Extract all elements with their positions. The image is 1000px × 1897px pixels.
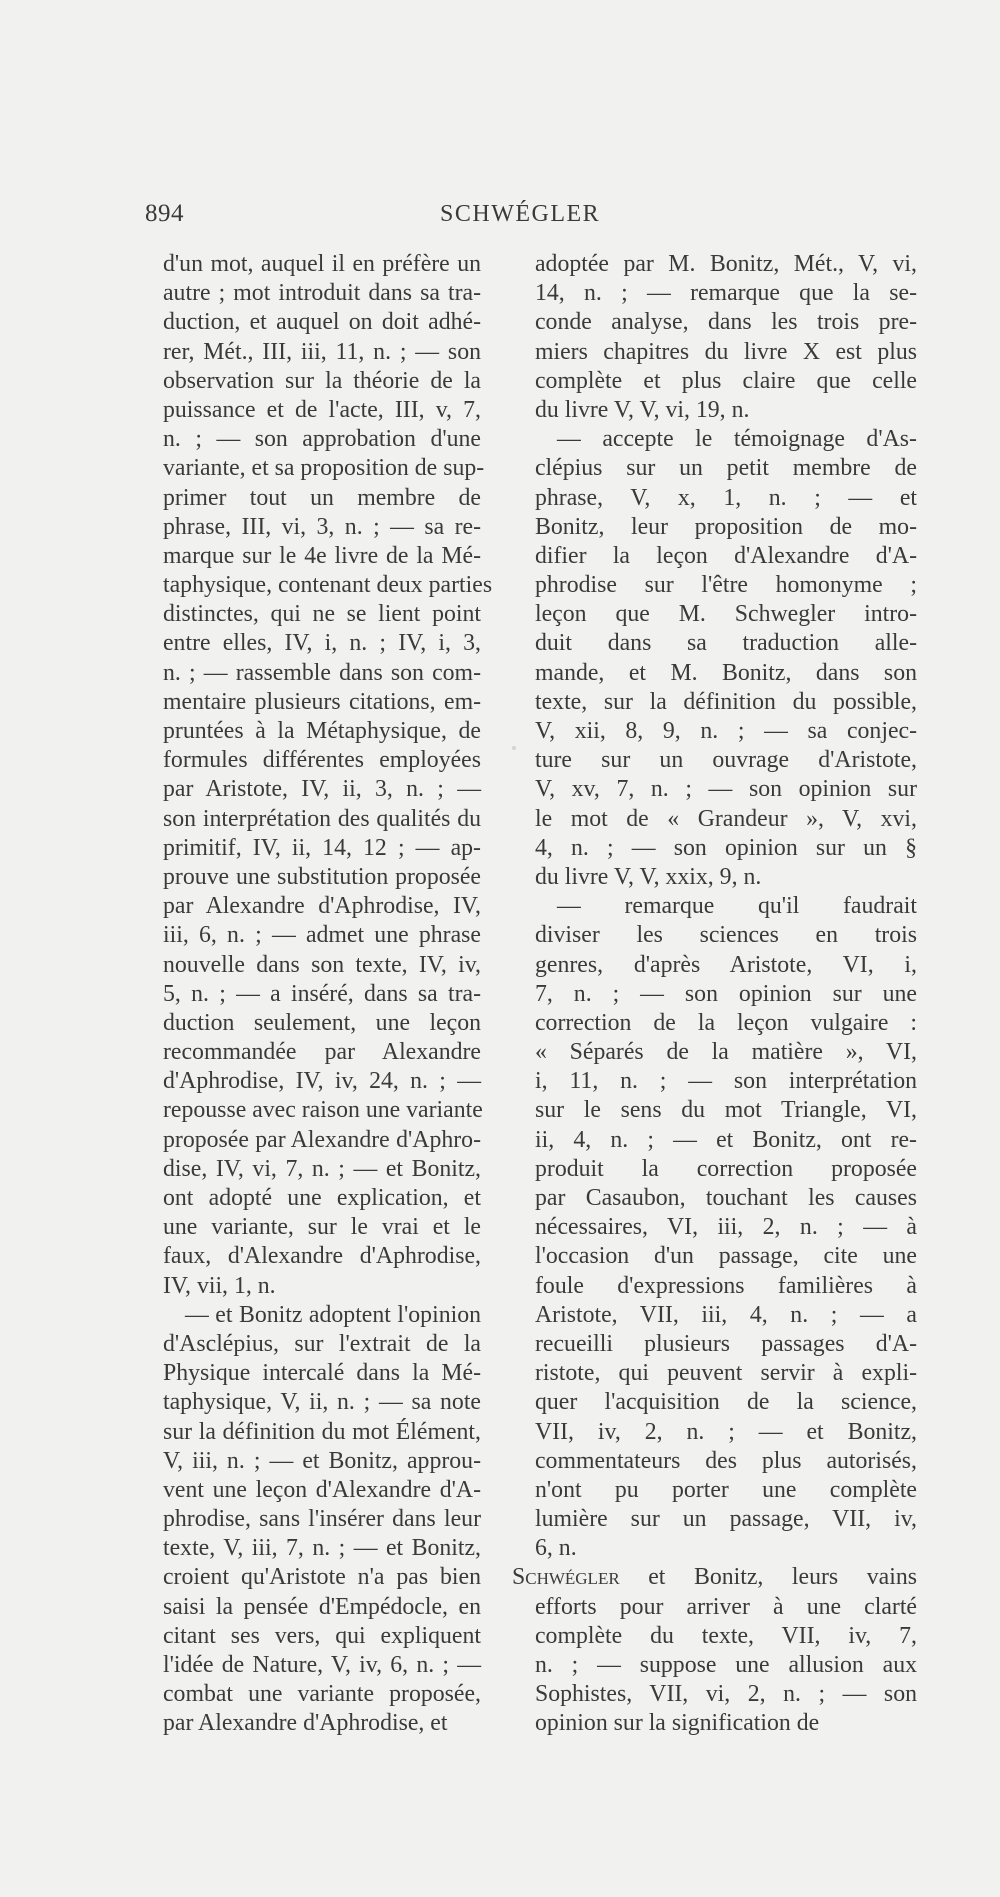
text-line: du livre V, V, vi, 19, n. <box>535 396 750 423</box>
text-line: son interprétation des qualités du <box>163 805 481 832</box>
text-line: foule d'expressions familières à <box>535 1272 917 1299</box>
text-line: — et Bonitz adoptent l'opinion <box>185 1301 481 1328</box>
text-line: taphysique, contenant deux parties <box>163 572 493 599</box>
text-line: recueilli plusieurs passages d'A- <box>535 1330 917 1357</box>
page-number: 894 <box>145 200 184 227</box>
text-line: — remarque qu'il faudrait <box>557 893 917 920</box>
text-line: V, iii, n. ; — et Bonitz, approu- <box>163 1447 481 1474</box>
text-line: du livre V, V, xxix, 9, n. <box>535 863 762 890</box>
text-line: primitif, IV, ii, 14, 12 ; — ap- <box>163 834 481 861</box>
text-line: quer l'acquisition de la science, <box>535 1389 917 1416</box>
text-line: n. ; — suppose une allusion aux <box>535 1652 917 1678</box>
text-line: 6, n. <box>535 1535 577 1562</box>
text-line: vent une leçon d'Alexandre d'A- <box>163 1476 481 1503</box>
text-line: 14, n. ; — remarque que la se- <box>535 280 917 307</box>
text-line: dise, IV, vi, 7, n. ; — et Bonitz, <box>163 1155 481 1182</box>
text-line: puissance et de l'acte, III, v, 7, <box>163 396 481 423</box>
text-line: n. ; — son approbation d'une <box>163 426 481 453</box>
text-line: phrase, III, vi, 3, n. ; — sa re- <box>163 513 481 540</box>
text-line: correction de la leçon vulgaire : <box>535 1009 917 1036</box>
text-line: n'ont pu porter une complète <box>535 1476 917 1503</box>
text-line: duit dans sa traduction alle- <box>535 630 917 657</box>
text-line: Aristote, VII, iii, 4, n. ; — a <box>535 1301 917 1328</box>
text-line: 4, n. ; — son opinion sur un § <box>535 834 917 861</box>
text-line: Physique intercalé dans la Mé- <box>163 1360 481 1387</box>
text-line: V, xv, 7, n. ; — son opinion sur <box>535 776 917 803</box>
text-line: miers chapitres du livre X est plus <box>535 338 917 365</box>
text-line: VII, iv, 2, n. ; — et Bonitz, <box>535 1418 917 1445</box>
text-line: ristote, qui peuvent servir à expli- <box>535 1360 917 1387</box>
text-line: mande, et M. Bonitz, dans son <box>535 659 917 686</box>
text-line: ont adopté une explication, et <box>163 1185 481 1211</box>
text-line: par Alexandre d'Aphrodise, IV, <box>163 893 481 920</box>
text-line: par Casaubon, touchant les causes <box>535 1185 917 1211</box>
text-line: formules différentes employées <box>163 747 481 774</box>
text-line: l'occasion d'un passage, cite une <box>535 1243 917 1270</box>
text-line: leçon que M. Schwegler intro- <box>535 601 917 628</box>
text-line: l'idée de Nature, V, iv, 6, n. ; — <box>163 1652 481 1678</box>
text-line: saisi la pensée d'Empédocle, en <box>163 1593 481 1620</box>
text-line: texte, sur la définition du possible, <box>535 688 917 715</box>
text-line: distinctes, qui ne se lient point <box>163 601 481 628</box>
text-line: marque sur le 4e livre de la Mé- <box>163 542 481 569</box>
text-line: V, xii, 8, 9, n. ; — sa conjec- <box>535 718 917 744</box>
text-line: phrase, V, x, 1, n. ; — et <box>535 484 917 511</box>
text-line: i, 11, n. ; — son interprétation <box>535 1068 917 1095</box>
text-line: autre ; mot introduit dans sa tra- <box>163 280 481 307</box>
text-line: duction, et auquel on doit adhé- <box>163 309 481 336</box>
text-line: ii, 4, n. ; — et Bonitz, ont re- <box>535 1126 917 1153</box>
text-line: n. ; — rassemble dans son com- <box>163 659 481 686</box>
text-line: phrodise, sans l'insérer dans leur <box>163 1506 481 1533</box>
text-line: recommandée par Alexandre <box>163 1039 481 1066</box>
text-line: variante, et sa proposition de sup- <box>163 455 485 482</box>
text-line: complète et plus claire que celle <box>535 367 917 394</box>
text-line: texte, V, iii, 7, n. ; — et Bonitz, <box>163 1535 481 1562</box>
text-line: par Alexandre d'Aphrodise, et <box>163 1710 448 1737</box>
text-line: mentaire plusieurs citations, em- <box>163 688 481 715</box>
text-line: nouvelle dans son texte, IV, iv, <box>163 951 481 978</box>
text-line: phrodise sur l'être homonyme ; <box>535 572 917 599</box>
text-line: d'un mot, auquel il en préfère un <box>163 251 481 277</box>
text-line: Sophistes, VII, vi, 2, n. ; — son <box>535 1681 917 1708</box>
text-line: repousse avec raison une variante <box>163 1097 483 1124</box>
text-line: d'Aphrodise, IV, iv, 24, n. ; — <box>163 1068 481 1095</box>
text-line: complète du texte, VII, iv, 7, <box>535 1622 917 1649</box>
text-line: iii, 6, n. ; — admet une phrase <box>163 922 481 949</box>
paper-speck <box>512 746 516 750</box>
text-line: genres, d'après Aristote, VI, i, <box>535 951 917 978</box>
text-line: 5, n. ; — a inséré, dans sa tra- <box>163 980 481 1007</box>
running-title: SCHWÉGLER <box>440 201 601 227</box>
left-column <box>163 250 493 1739</box>
text-line: efforts pour arriver à une clarté <box>535 1593 917 1620</box>
text-line: combat une variante proposée, <box>163 1681 481 1708</box>
text-line: primer tout un membre de <box>163 484 481 511</box>
text-line: prouve une substitution proposée <box>163 863 481 890</box>
text-line: d'Asclépius, sur l'extrait de la <box>163 1330 481 1357</box>
text-line: rer, Mét., III, iii, 11, n. ; — son <box>163 338 481 365</box>
text-line: croient qu'Aristote n'a pas bien <box>163 1564 481 1591</box>
text-line: produit la correction proposée <box>535 1155 917 1182</box>
text-line: citant ses vers, qui expliquent <box>163 1622 481 1649</box>
text-line: le mot de « Grandeur », V, xvi, <box>535 805 917 832</box>
text-line: IV, vii, 1, n. <box>163 1272 276 1299</box>
text-line: proposée par Alexandre d'Aphro- <box>163 1126 481 1153</box>
text-line: nécessaires, VI, iii, 2, n. ; — à <box>535 1214 917 1241</box>
text-line: une variante, sur le vrai et le <box>163 1214 481 1241</box>
text-line: « Séparés de la matière », VI, <box>535 1039 917 1066</box>
text-line: ture sur un ouvrage d'Aristote, <box>535 747 917 774</box>
text-line: Bonitz, leur proposition de mo- <box>535 513 917 540</box>
text-line: clépius sur un petit membre de <box>535 455 917 482</box>
text-line: duction seulement, une leçon <box>163 1009 481 1036</box>
text-line: — accepte le témoignage d'As- <box>557 426 917 453</box>
text-line: diviser les sciences en trois <box>535 922 917 949</box>
text-line: pruntées à la Métaphysique, de <box>163 718 481 744</box>
right-column <box>512 250 917 1739</box>
text-line: Schwégler et Bonitz, leurs vains <box>512 1564 917 1591</box>
text-line: sur la définition du mot Élément, <box>163 1418 481 1445</box>
text-line: entre elles, IV, i, n. ; IV, i, 3, <box>163 630 481 657</box>
text-line: adoptée par M. Bonitz, Mét., V, vi, <box>535 251 917 277</box>
text-line: difier la leçon d'Alexandre d'A- <box>535 542 917 569</box>
text-line: conde analyse, dans les trois pre- <box>535 309 917 336</box>
text-line: 7, n. ; — son opinion sur une <box>535 980 917 1007</box>
text-line: taphysique, V, ii, n. ; — sa note <box>163 1389 481 1416</box>
text-line: observation sur la théorie de la <box>163 367 481 394</box>
text-line: faux, d'Alexandre d'Aphrodise, <box>163 1243 481 1270</box>
entry-headword: Schwégler <box>512 1564 620 1591</box>
text-line: sur le sens du mot Triangle, VI, <box>535 1097 917 1124</box>
text-line: par Aristote, IV, ii, 3, n. ; — <box>163 776 481 803</box>
text-line: opinion sur la signification de <box>535 1710 820 1737</box>
text-line: lumière sur un passage, VII, iv, <box>535 1506 917 1533</box>
text-line: commentateurs des plus autorisés, <box>535 1447 917 1474</box>
